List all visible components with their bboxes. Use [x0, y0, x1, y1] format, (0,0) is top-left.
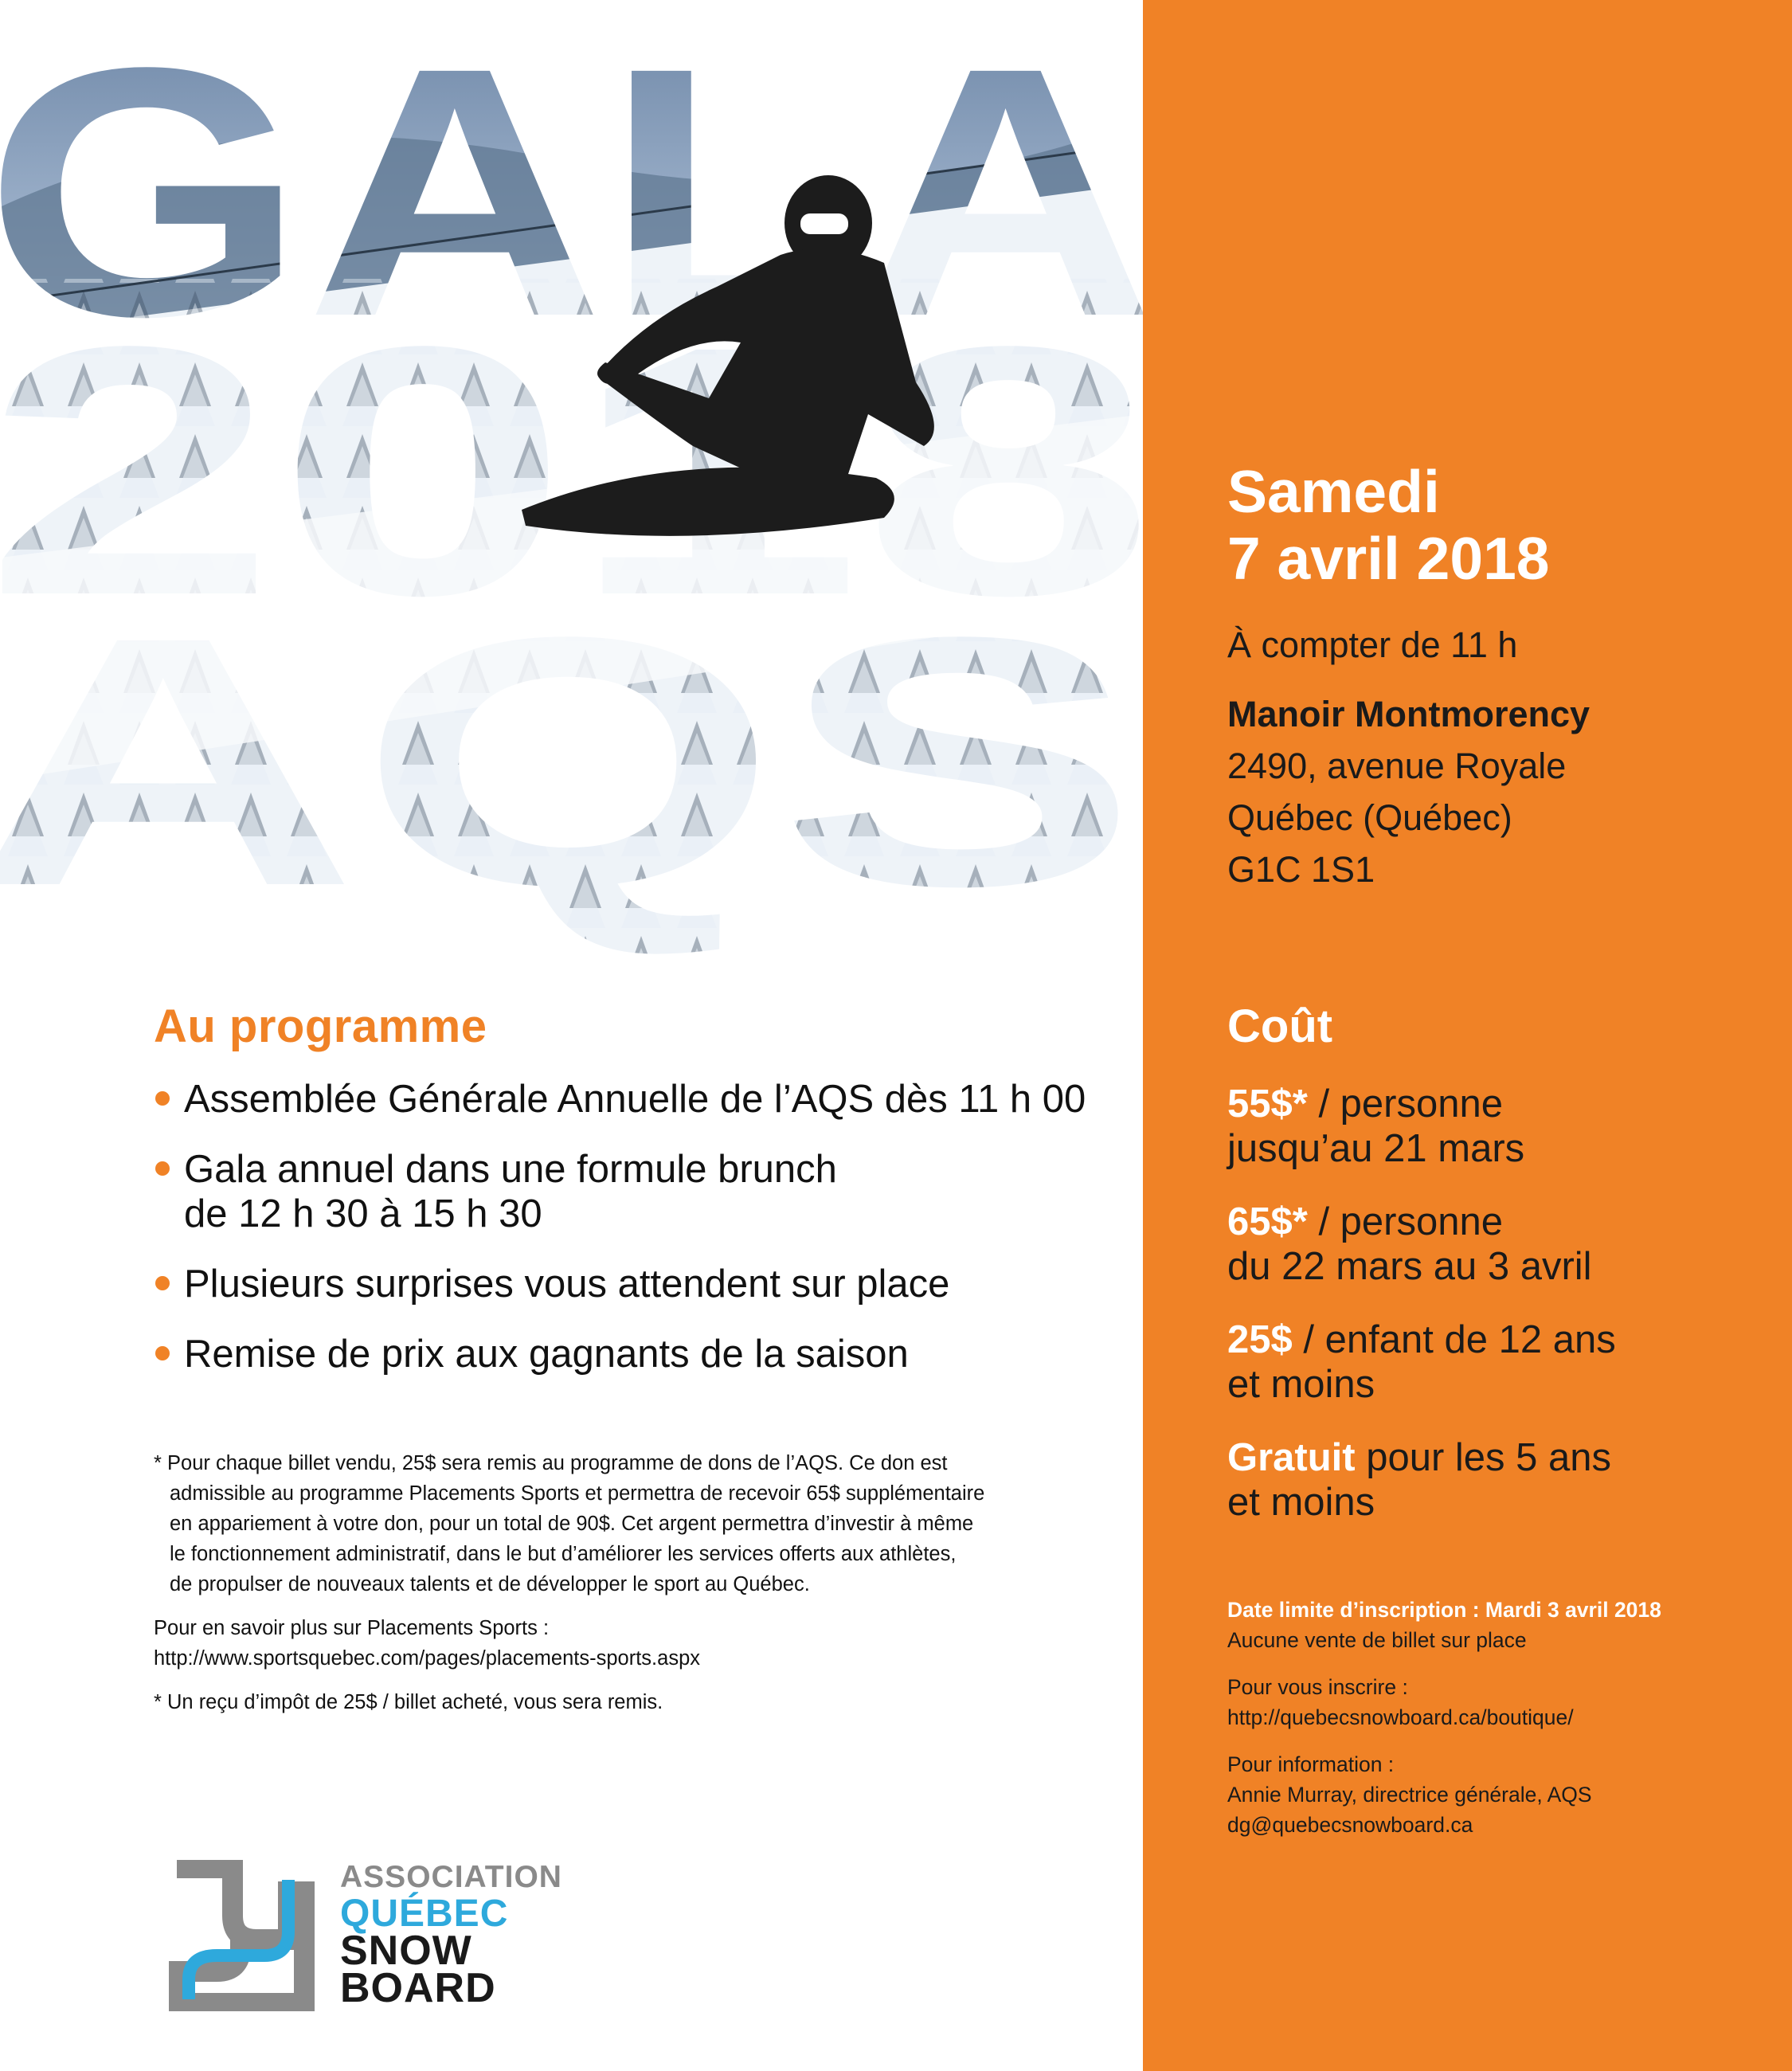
- logo-line-board: BOARD: [340, 1965, 496, 2011]
- price-amount: 25$: [1227, 1318, 1293, 1361]
- event-day: Samedi: [1227, 458, 1440, 525]
- hero-svg: [0, 0, 1143, 964]
- logo-line-snow: SNOW: [340, 1928, 472, 1974]
- donation-note-line: admissible au programme Placements Sports et permettra de recevoir 65$ supplémentaire: [170, 1482, 985, 1505]
- aqs-logo-mark: [169, 1860, 328, 2011]
- bullet-icon: [155, 1091, 170, 1106]
- price-unit: / enfant de 12 ans: [1292, 1318, 1616, 1361]
- price-condition: et moins: [1227, 1481, 1375, 1524]
- programme-item-text: Plusieurs surprises vous attendent sur place: [184, 1263, 950, 1306]
- list-item: [154, 1332, 1109, 1376]
- list-item: [154, 1262, 1109, 1306]
- contact-block: [1227, 1749, 1769, 1840]
- venue: [1227, 688, 1590, 895]
- price-unit: pour les 5 ans: [1355, 1436, 1612, 1479]
- venue-address-line2: Québec (Québec): [1227, 797, 1512, 838]
- more-info: [154, 1613, 1121, 1674]
- registration-deadline-block: [1227, 1595, 1769, 1655]
- price-item: [1227, 1435, 1769, 1525]
- programme-item-text: Remise de prix aux gagnants de la saison: [184, 1333, 909, 1376]
- logo-line-quebec: QUÉBEC: [340, 1893, 509, 1935]
- register-label: Pour vous inscrire :: [1227, 1675, 1408, 1699]
- footnotes: [154, 1448, 1121, 1731]
- price-item: [1227, 1317, 1769, 1407]
- register-block: [1227, 1672, 1769, 1732]
- event-date: 7 avril 2018: [1227, 525, 1550, 592]
- more-info-label: Pour en savoir plus sur Placements Sports :: [154, 1617, 550, 1639]
- list-item: [154, 1077, 1109, 1122]
- placements-sports-link[interactable]: http://www.sportsquebec.com/pages/placements-sports.aspx: [154, 1647, 700, 1670]
- price-list: [1227, 1082, 1769, 1553]
- register-link[interactable]: http://quebecsnowboard.ca/boutique/: [1227, 1705, 1574, 1729]
- donation-note-line: en appariement à votre don, pour un total de 90$. Cet argent permettra d’investir à même: [170, 1513, 974, 1535]
- price-unit: / personne: [1307, 1200, 1503, 1243]
- donation-note-line: de propulser de nouveaux talents et de développer le sport au Québec.: [170, 1573, 810, 1595]
- programme-list: [154, 1077, 1109, 1402]
- bullet-icon: [155, 1346, 170, 1360]
- registration-deadline: Date limite d’inscription : Mardi 3 avril 2018: [1227, 1598, 1661, 1622]
- price-condition: jusqu’au 21 mars: [1227, 1127, 1525, 1170]
- aqs-logo: [169, 1860, 562, 2011]
- programme-item-text: Assemblée Générale Annuelle de l’AQS dès 11 h 00: [184, 1078, 1086, 1121]
- contact-email-link[interactable]: dg@quebecsnowboard.ca: [1227, 1813, 1473, 1837]
- price-amount: 55$*: [1227, 1082, 1308, 1126]
- tax-receipt-note: * Un reçu d’impôt de 25$ / billet acheté, vous sera remis.: [154, 1691, 663, 1713]
- cost-title: Coût: [1227, 1000, 1333, 1052]
- bullet-icon: [155, 1161, 170, 1176]
- contact-name: Annie Murray, directrice générale, AQS: [1227, 1783, 1592, 1807]
- venue-postal-code: G1C 1S1: [1227, 849, 1375, 890]
- venue-address-line1: 2490, avenue Royale: [1227, 746, 1567, 786]
- info-label: Pour information :: [1227, 1752, 1395, 1776]
- venue-name: Manoir Montmorency: [1227, 694, 1590, 734]
- donation-note-line: * Pour chaque billet vendu, 25$ sera remis au programme de dons de l’AQS. Ce don est: [154, 1452, 948, 1474]
- price-amount: 65$*: [1227, 1200, 1308, 1243]
- event-time: À compter de 11 h: [1227, 624, 1518, 665]
- programme-title: Au programme: [154, 1000, 487, 1052]
- donation-note-line: le fonctionnement administratif, dans le but d’améliorer les services offerts aux athlètes,: [170, 1543, 957, 1565]
- price-condition: du 22 mars au 3 avril: [1227, 1245, 1592, 1288]
- logo-line-association: ASSOCIATION: [340, 1860, 562, 1894]
- price-condition: et moins: [1227, 1363, 1375, 1406]
- price-amount: Gratuit: [1227, 1436, 1356, 1479]
- programme-item-text-line2: de 12 h 30 à 15 h 30: [184, 1192, 542, 1235]
- list-item: [154, 1147, 1109, 1236]
- registration-info: [1227, 1595, 1769, 1857]
- hero-image: [0, 0, 1143, 964]
- programme-item-text: Gala annuel dans une formule brunch: [184, 1148, 837, 1191]
- donation-note: [154, 1448, 1121, 1599]
- price-item: [1227, 1082, 1769, 1171]
- price-unit: / personne: [1307, 1082, 1503, 1126]
- price-item: [1227, 1200, 1769, 1289]
- bullet-icon: [155, 1276, 170, 1290]
- no-onsite-sales: Aucune vente de billet sur place: [1227, 1628, 1527, 1652]
